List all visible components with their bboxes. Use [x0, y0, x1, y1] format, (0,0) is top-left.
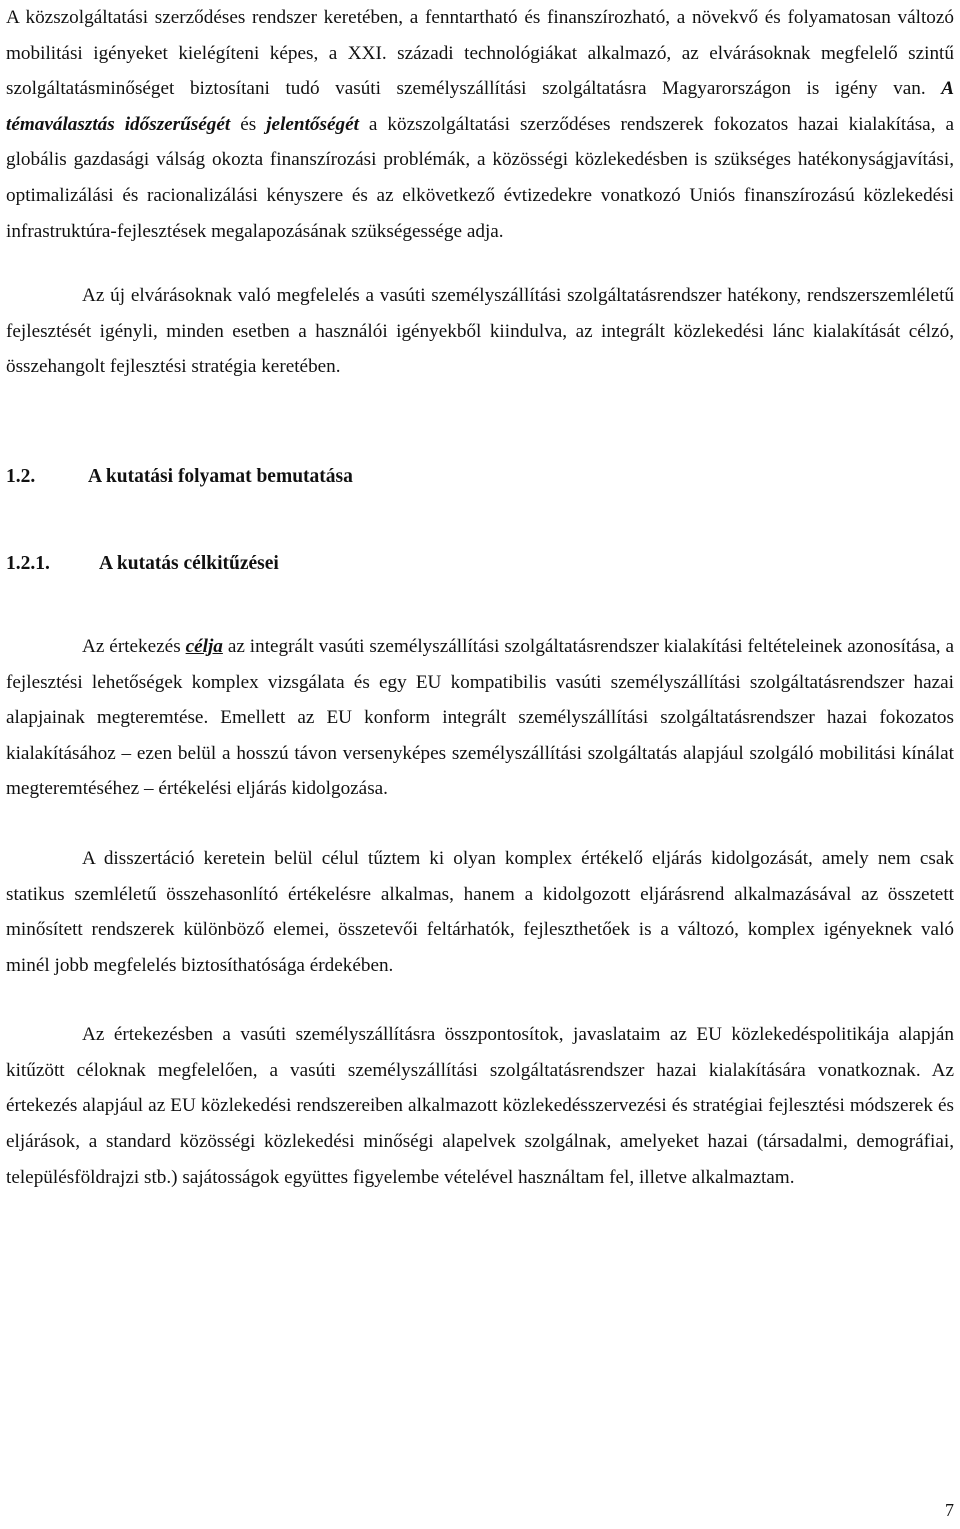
emphasis-goal: célja — [185, 635, 223, 657]
section-number: 1.2. — [6, 465, 36, 487]
emphasis-timeliness: A témaválasztás időszerűségét — [6, 78, 954, 135]
paragraph-intro-text: A közszolgáltatási szerződéses rendszer keretében, a fenntartható és finanszírozható, a növekvő és folyamatosan változó mobilitási igényeket kielégíteni képes, a XXI. századi technológiákat alkalmazó, az elvárásoknak megfelelő szintű szolgáltatásminőséget biztosítani tudó vasúti személyszállítási szolgáltatásra Magyarországon is igény van. — [6, 7, 954, 100]
paragraph-intro-connector: és — [230, 113, 267, 135]
paragraph-objective-rest: az integrált vasúti személyszállítási szolgáltatásrendszer kialakítási feltételeinek azonosítása, a fejlesztési lehetőségek komplex vizsgálata és egy EU kompatibilis vasúti személyszállítási szolgáltatásrendszer hazai alapjainak megteremtése. Emellett az EU konform integrált személyszállítási szolgáltatásrendszer hazai fokozatos kialakításához – ezen belül a hosszú távon versenyképes személyszállítási szolgáltatás alapjául szolgáló mobilitási kínálat megteremtéséhez – értékelési eljárás kidolgozása. — [6, 635, 954, 800]
emphasis-significance: jelentőségét — [266, 113, 359, 135]
paragraph-intro-rest: a közszolgáltatási szerződéses rendszerek fokozatos hazai kialakítása, a globális gazdasági válság okozta finanszírozási problémák, a közösségi közlekedésben is szükséges hatékonyságjavítási, optimalizálási és racionalizálási kényszere és az elkövetkező évtizedekre vonatkozó Uniós finanszírozású közlekedési infrastruktúra-fejlesztések megalapozásának szükségessége adja. — [6, 113, 954, 242]
subsection-title: A kutatás célkitűzései — [99, 552, 279, 574]
subsection-number: 1.2.1. — [6, 552, 50, 574]
page-number: 7 — [945, 1500, 954, 1520]
paragraph-objective-lead: Az értekezés — [82, 635, 186, 657]
paragraph-intro — [6, 0, 954, 249]
section-heading — [6, 462, 954, 492]
subsection-heading — [6, 549, 954, 579]
paragraph-dissertation-method: A disszertáció keretein belül célul tűztem ki olyan komplex értékelő eljárás kidolgozását, amely nem csak statikus szemléletű összehasonlító értékelésre alkalmas, hanem a kidolgozott eljárásrend alkalmazásával az összetett minősített rendszerek különböző elemei, összetevői feltárhatók, fejleszthetőek is a változó, komplex igényeknek való minél jobb megfelelés biztosíthatósága érdekében. — [6, 847, 954, 976]
paragraph-focus: Az értekezésben a vasúti személyszállításra összpontosítok, javaslataim az EU közlekedéspolitikája alapján kitűzött céloknak megfelelően, a vasúti személyszállítási szolgáltatásrendszer hazai kialakítására vonatkoznak. Az értekezés alapjául az EU közlekedési rendszereiben alkalmazott közlekedésszervezési és stratégiai fejlesztési módszerek és eljárások, a standard közösségi közlekedési minőségi alapelvek szolgálnak, amelyeket hazai (társadalmi, demográfiai, településföldrajzi stb.) sajátosságok együttes figyelembe vételével használtam fel, illetve alkalmaztam. — [6, 1024, 954, 1188]
section-title: A kutatási folyamat bemutatása — [88, 465, 353, 487]
document-page — [6, 0, 954, 1195]
paragraph-requirements: Az új elvárásoknak való megfelelés a vasúti személyszállítási szolgáltatásrendszer hatékony, rendszerszemléletű fejlesztését igényli, minden esetben a használói igényekből kiindulva, az integrált közlekedési lánc kialakítását célzó, összehangolt fejlesztési stratégia keretében. — [6, 285, 954, 378]
paragraph-objective — [6, 629, 954, 807]
